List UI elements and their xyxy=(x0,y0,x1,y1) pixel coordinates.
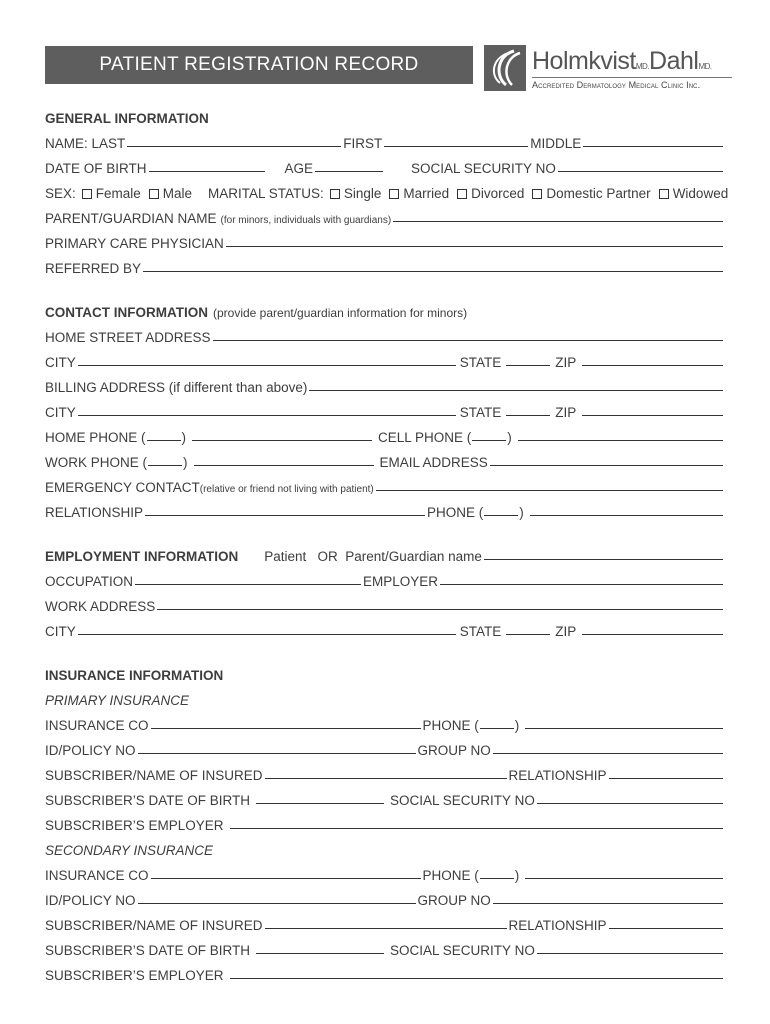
single-checkbox[interactable] xyxy=(330,189,340,199)
work-address-row: WORK ADDRESS xyxy=(45,592,725,614)
employment-city-field[interactable] xyxy=(78,634,456,635)
employment-state-field[interactable] xyxy=(506,634,550,635)
secondary-policy-field[interactable] xyxy=(138,903,416,904)
city-row-2: CITY STATE ZIP xyxy=(45,398,725,420)
primary-insurance-row xyxy=(45,686,725,708)
primary-sub-employer-row: SUBSCRIBER’S EMPLOYER xyxy=(45,811,725,833)
sex-marital-row: SEX: Female Male MARITAL STATUS: Single Married Divorced Domestic Partner Widowed xyxy=(45,186,729,201)
form-title-banner xyxy=(45,46,473,84)
primary-area-code-field[interactable] xyxy=(480,728,514,729)
domestic-partner-checkbox[interactable] xyxy=(532,189,542,199)
primary-policy-field[interactable] xyxy=(138,753,416,754)
primary-relationship-field[interactable] xyxy=(609,778,723,779)
city-field[interactable] xyxy=(78,365,456,366)
primary-subscriber-row: SUBSCRIBER/NAME OF INSURED RELATIONSHIP xyxy=(45,761,725,783)
logo-subtitle: Accredited Dermatology Medical Clinic Inc. xyxy=(532,80,701,90)
secondary-subscriber-row: SUBSCRIBER/NAME OF INSURED RELATIONSHIP xyxy=(45,911,725,933)
middle-name-field[interactable] xyxy=(583,146,723,147)
emergency-area-code-field[interactable] xyxy=(484,515,518,516)
secondary-co-row: INSURANCE CO PHONE ( ) xyxy=(45,861,725,883)
age-field[interactable] xyxy=(315,171,383,172)
contact-heading: CONTACT INFORMATION xyxy=(45,305,208,320)
primary-group-field[interactable] xyxy=(493,753,723,754)
secondary-subscriber-field[interactable] xyxy=(265,928,507,929)
home-area-code-field[interactable] xyxy=(147,440,181,441)
employment-name-field[interactable] xyxy=(484,559,723,560)
work-phone-field[interactable] xyxy=(194,465,374,466)
occupation-field[interactable] xyxy=(135,584,361,585)
general-heading-row xyxy=(45,104,725,126)
referred-by-field[interactable] xyxy=(143,271,723,272)
logo-name: HolmkvistMD.DahlMD. xyxy=(532,47,712,75)
insurance-heading: INSURANCE INFORMATION xyxy=(45,668,224,683)
primary-insurance-heading: PRIMARY INSURANCE xyxy=(45,693,190,708)
last-name-field[interactable] xyxy=(127,146,341,147)
home-address-row: HOME STREET ADDRESS xyxy=(45,323,725,345)
primary-co-row: INSURANCE CO PHONE ( ) xyxy=(45,711,725,733)
billing-city-field[interactable] xyxy=(78,415,456,416)
emergency-row: EMERGENCY CONTACT (relative or friend not living with patient) xyxy=(45,473,725,495)
employment-heading-row: EMPLOYMENT INFORMATION Patient OR Parent/Guardian name xyxy=(45,542,725,564)
dob-row: DATE OF BIRTH AGE SOCIAL SECURITY NO xyxy=(45,154,725,176)
name-row: NAME: LAST FIRST MIDDLE xyxy=(45,129,725,151)
logo-swirl-icon xyxy=(484,45,526,91)
contact-heading-row: CONTACT INFORMATION (provide parent/guardian information for minors) xyxy=(45,305,468,320)
secondary-group-field[interactable] xyxy=(493,903,723,904)
secondary-relationship-field[interactable] xyxy=(609,928,723,929)
emergency-contact-field[interactable] xyxy=(376,490,723,491)
employment-city-row: CITY STATE ZIP xyxy=(45,617,725,639)
secondary-subscriber-ssn-field[interactable] xyxy=(537,953,723,954)
primary-subscriber-field[interactable] xyxy=(265,778,507,779)
secondary-sub-dob-row: SUBSCRIBER’S DATE OF BIRTH SOCIAL SECURITY NO xyxy=(45,936,725,958)
cell-area-code-field[interactable] xyxy=(472,440,506,441)
employment-zip-field[interactable] xyxy=(582,634,723,635)
physician-field[interactable] xyxy=(226,246,723,247)
general-heading: GENERAL INFORMATION xyxy=(45,111,209,126)
insurance-heading-row xyxy=(45,661,725,683)
primary-insurance-co-field[interactable] xyxy=(151,728,421,729)
secondary-insurance-phone-field[interactable] xyxy=(525,878,723,879)
primary-subscriber-dob-field[interactable] xyxy=(256,803,384,804)
ssn-field[interactable] xyxy=(558,171,723,172)
zip-field[interactable] xyxy=(582,365,723,366)
employer-field[interactable] xyxy=(440,584,723,585)
divorced-checkbox[interactable] xyxy=(457,189,467,199)
billing-address-field[interactable] xyxy=(309,390,723,391)
home-phone-field[interactable] xyxy=(192,440,372,441)
female-checkbox[interactable] xyxy=(82,189,92,199)
primary-insurance-phone-field[interactable] xyxy=(525,728,723,729)
secondary-sub-employer-row: SUBSCRIBER’S EMPLOYER xyxy=(45,961,725,983)
secondary-subscriber-dob-field[interactable] xyxy=(256,953,384,954)
emergency-phone-field[interactable] xyxy=(530,515,723,516)
physician-row: PRIMARY CARE PHYSICIAN xyxy=(45,229,725,251)
form-title: PATIENT REGISTRATION RECORD xyxy=(99,54,419,75)
dob-field[interactable] xyxy=(149,171,265,172)
billing-state-field[interactable] xyxy=(506,415,550,416)
work-address-field[interactable] xyxy=(157,609,723,610)
home-cell-phone-row: HOME PHONE ( ) CELL PHONE ( ) xyxy=(45,423,725,445)
home-address-field[interactable] xyxy=(213,340,723,341)
secondary-subscriber-employer-field[interactable] xyxy=(230,978,723,979)
employment-heading: EMPLOYMENT INFORMATION xyxy=(45,549,239,564)
relationship-row: RELATIONSHIP PHONE ( ) xyxy=(45,498,725,520)
primary-subscriber-employer-field[interactable] xyxy=(230,828,723,829)
email-field[interactable] xyxy=(490,465,723,466)
married-checkbox[interactable] xyxy=(389,189,399,199)
primary-sub-dob-row: SUBSCRIBER’S DATE OF BIRTH SOCIAL SECURITY NO xyxy=(45,786,725,808)
work-phone-email-row: WORK PHONE ( ) EMAIL ADDRESS xyxy=(45,448,725,470)
guardian-name-field[interactable] xyxy=(393,221,723,222)
work-area-code-field[interactable] xyxy=(148,465,182,466)
secondary-policy-row: ID/POLICY NO GROUP NO xyxy=(45,886,725,908)
widowed-checkbox[interactable] xyxy=(659,189,669,199)
guardian-row: PARENT/GUARDIAN NAME (for minors, individuals with guardians) xyxy=(45,204,725,226)
clinic-logo xyxy=(484,45,734,93)
male-checkbox[interactable] xyxy=(149,189,159,199)
emergency-relationship-field[interactable] xyxy=(145,515,425,516)
billing-row: BILLING ADDRESS (if different than above) xyxy=(45,373,725,395)
secondary-insurance-row xyxy=(45,836,725,858)
secondary-insurance-heading: SECONDARY INSURANCE xyxy=(45,843,214,858)
billing-zip-field[interactable] xyxy=(582,415,723,416)
secondary-insurance-co-field[interactable] xyxy=(151,878,421,879)
city-row-1: CITY STATE ZIP xyxy=(45,348,725,370)
first-name-field[interactable] xyxy=(384,146,528,147)
occupation-row: OCCUPATION EMPLOYER xyxy=(45,567,725,589)
secondary-area-code-field[interactable] xyxy=(480,878,514,879)
primary-subscriber-ssn-field[interactable] xyxy=(537,803,723,804)
state-field[interactable] xyxy=(506,365,550,366)
primary-policy-row: ID/POLICY NO GROUP NO xyxy=(45,736,725,758)
cell-phone-field[interactable] xyxy=(518,440,723,441)
referred-row: REFERRED BY xyxy=(45,254,725,276)
